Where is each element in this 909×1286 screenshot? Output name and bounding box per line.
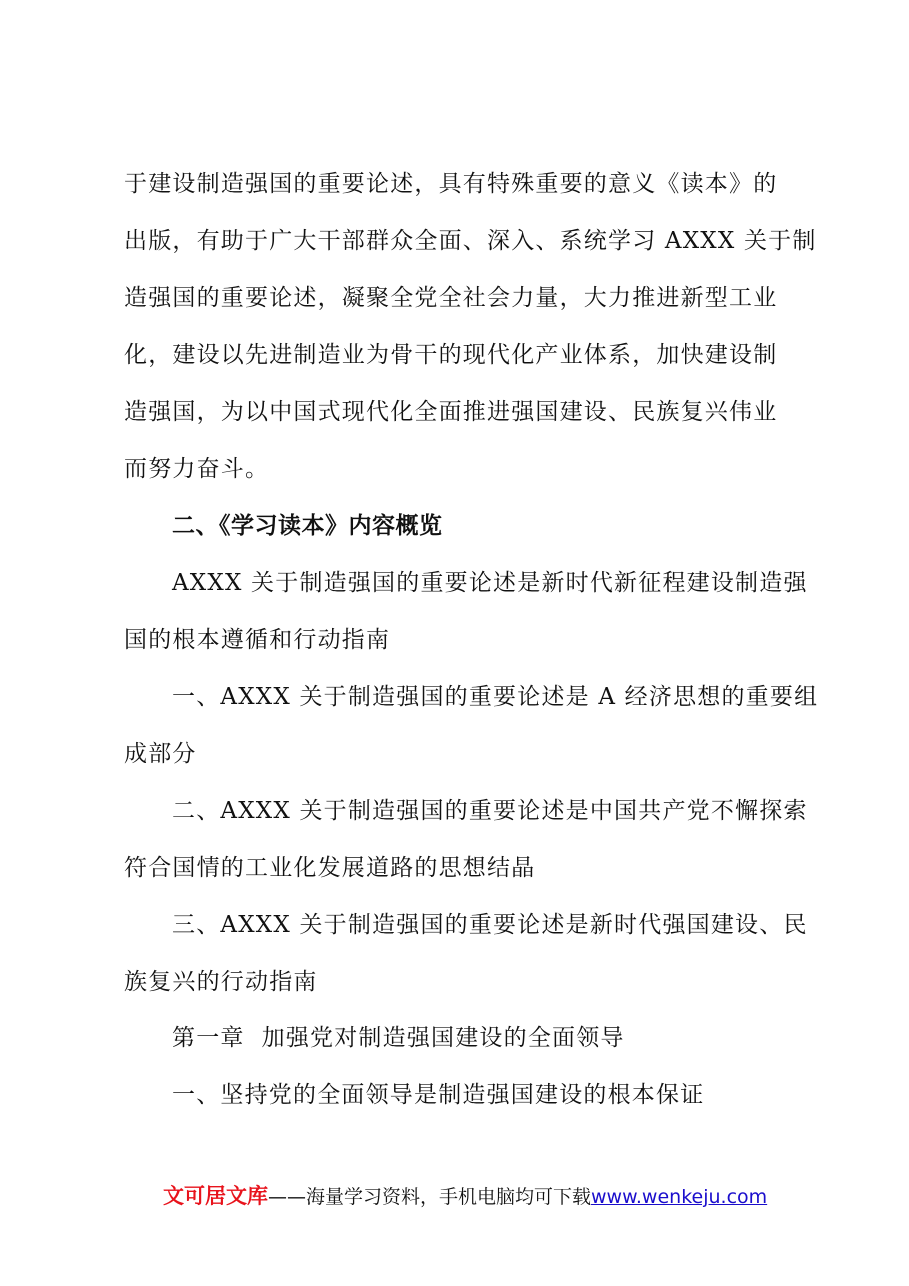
paragraph2-line-1: AXXX 关于制造强国的重要论述是新时代新征程建设制造强 bbox=[172, 570, 808, 596]
page-footer bbox=[163, 1183, 767, 1210]
section-heading: 二、《学习读本》内容概览 bbox=[172, 513, 443, 539]
item1-line-2: 成部分 bbox=[124, 741, 197, 767]
paragraph1-line-3: 造强国的重要论述，凝聚全党全社会力量，大力推进新型工业 bbox=[124, 285, 778, 311]
chapter-title: 第一章 加强党对制造强国建设的全面领导 bbox=[172, 1025, 625, 1051]
paragraph1-line-4: 化，建设以先进制造业为骨干的现代化产业体系，加快建设制 bbox=[124, 342, 778, 368]
item3-line-1: 三、AXXX 关于制造强国的重要论述是新时代强国建设、民 bbox=[172, 912, 808, 938]
footer-brand: 文可居文库 bbox=[163, 1184, 268, 1208]
item2-line-1: 二、AXXX 关于制造强国的重要论述是中国共产党不懈探索 bbox=[172, 798, 808, 824]
paragraph1-line-2: 出版，有助于广大干部群众全面、深入、系统学习 AXXX 关于制 bbox=[124, 228, 817, 254]
item3-line-2: 族复兴的行动指南 bbox=[124, 969, 318, 995]
paragraph1-line-5: 造强国，为以中国式现代化全面推进强国建设、民族复兴伟业 bbox=[124, 399, 778, 425]
paragraph1-line-6: 而努力奋斗。 bbox=[124, 456, 270, 482]
paragraph1-line-1: 于建设制造强国的重要论述，具有特殊重要的意义《读本》的 bbox=[124, 171, 778, 197]
paragraph2-line-2: 国的根本遵循和行动指南 bbox=[124, 627, 391, 653]
item2-line-2: 符合国情的工业化发展道路的思想结晶 bbox=[124, 855, 536, 881]
footer-url-link[interactable]: www.wenkeju.com bbox=[591, 1186, 768, 1208]
item1-line-1: 一、AXXX 关于制造强国的重要论述是 A 经济思想的重要组 bbox=[172, 684, 819, 710]
footer-tagline: ——海量学习资料，手机电脑均可下载 bbox=[268, 1186, 592, 1208]
chapter-item-1: 一、坚持党的全面领导是制造强国建设的根本保证 bbox=[172, 1082, 705, 1108]
